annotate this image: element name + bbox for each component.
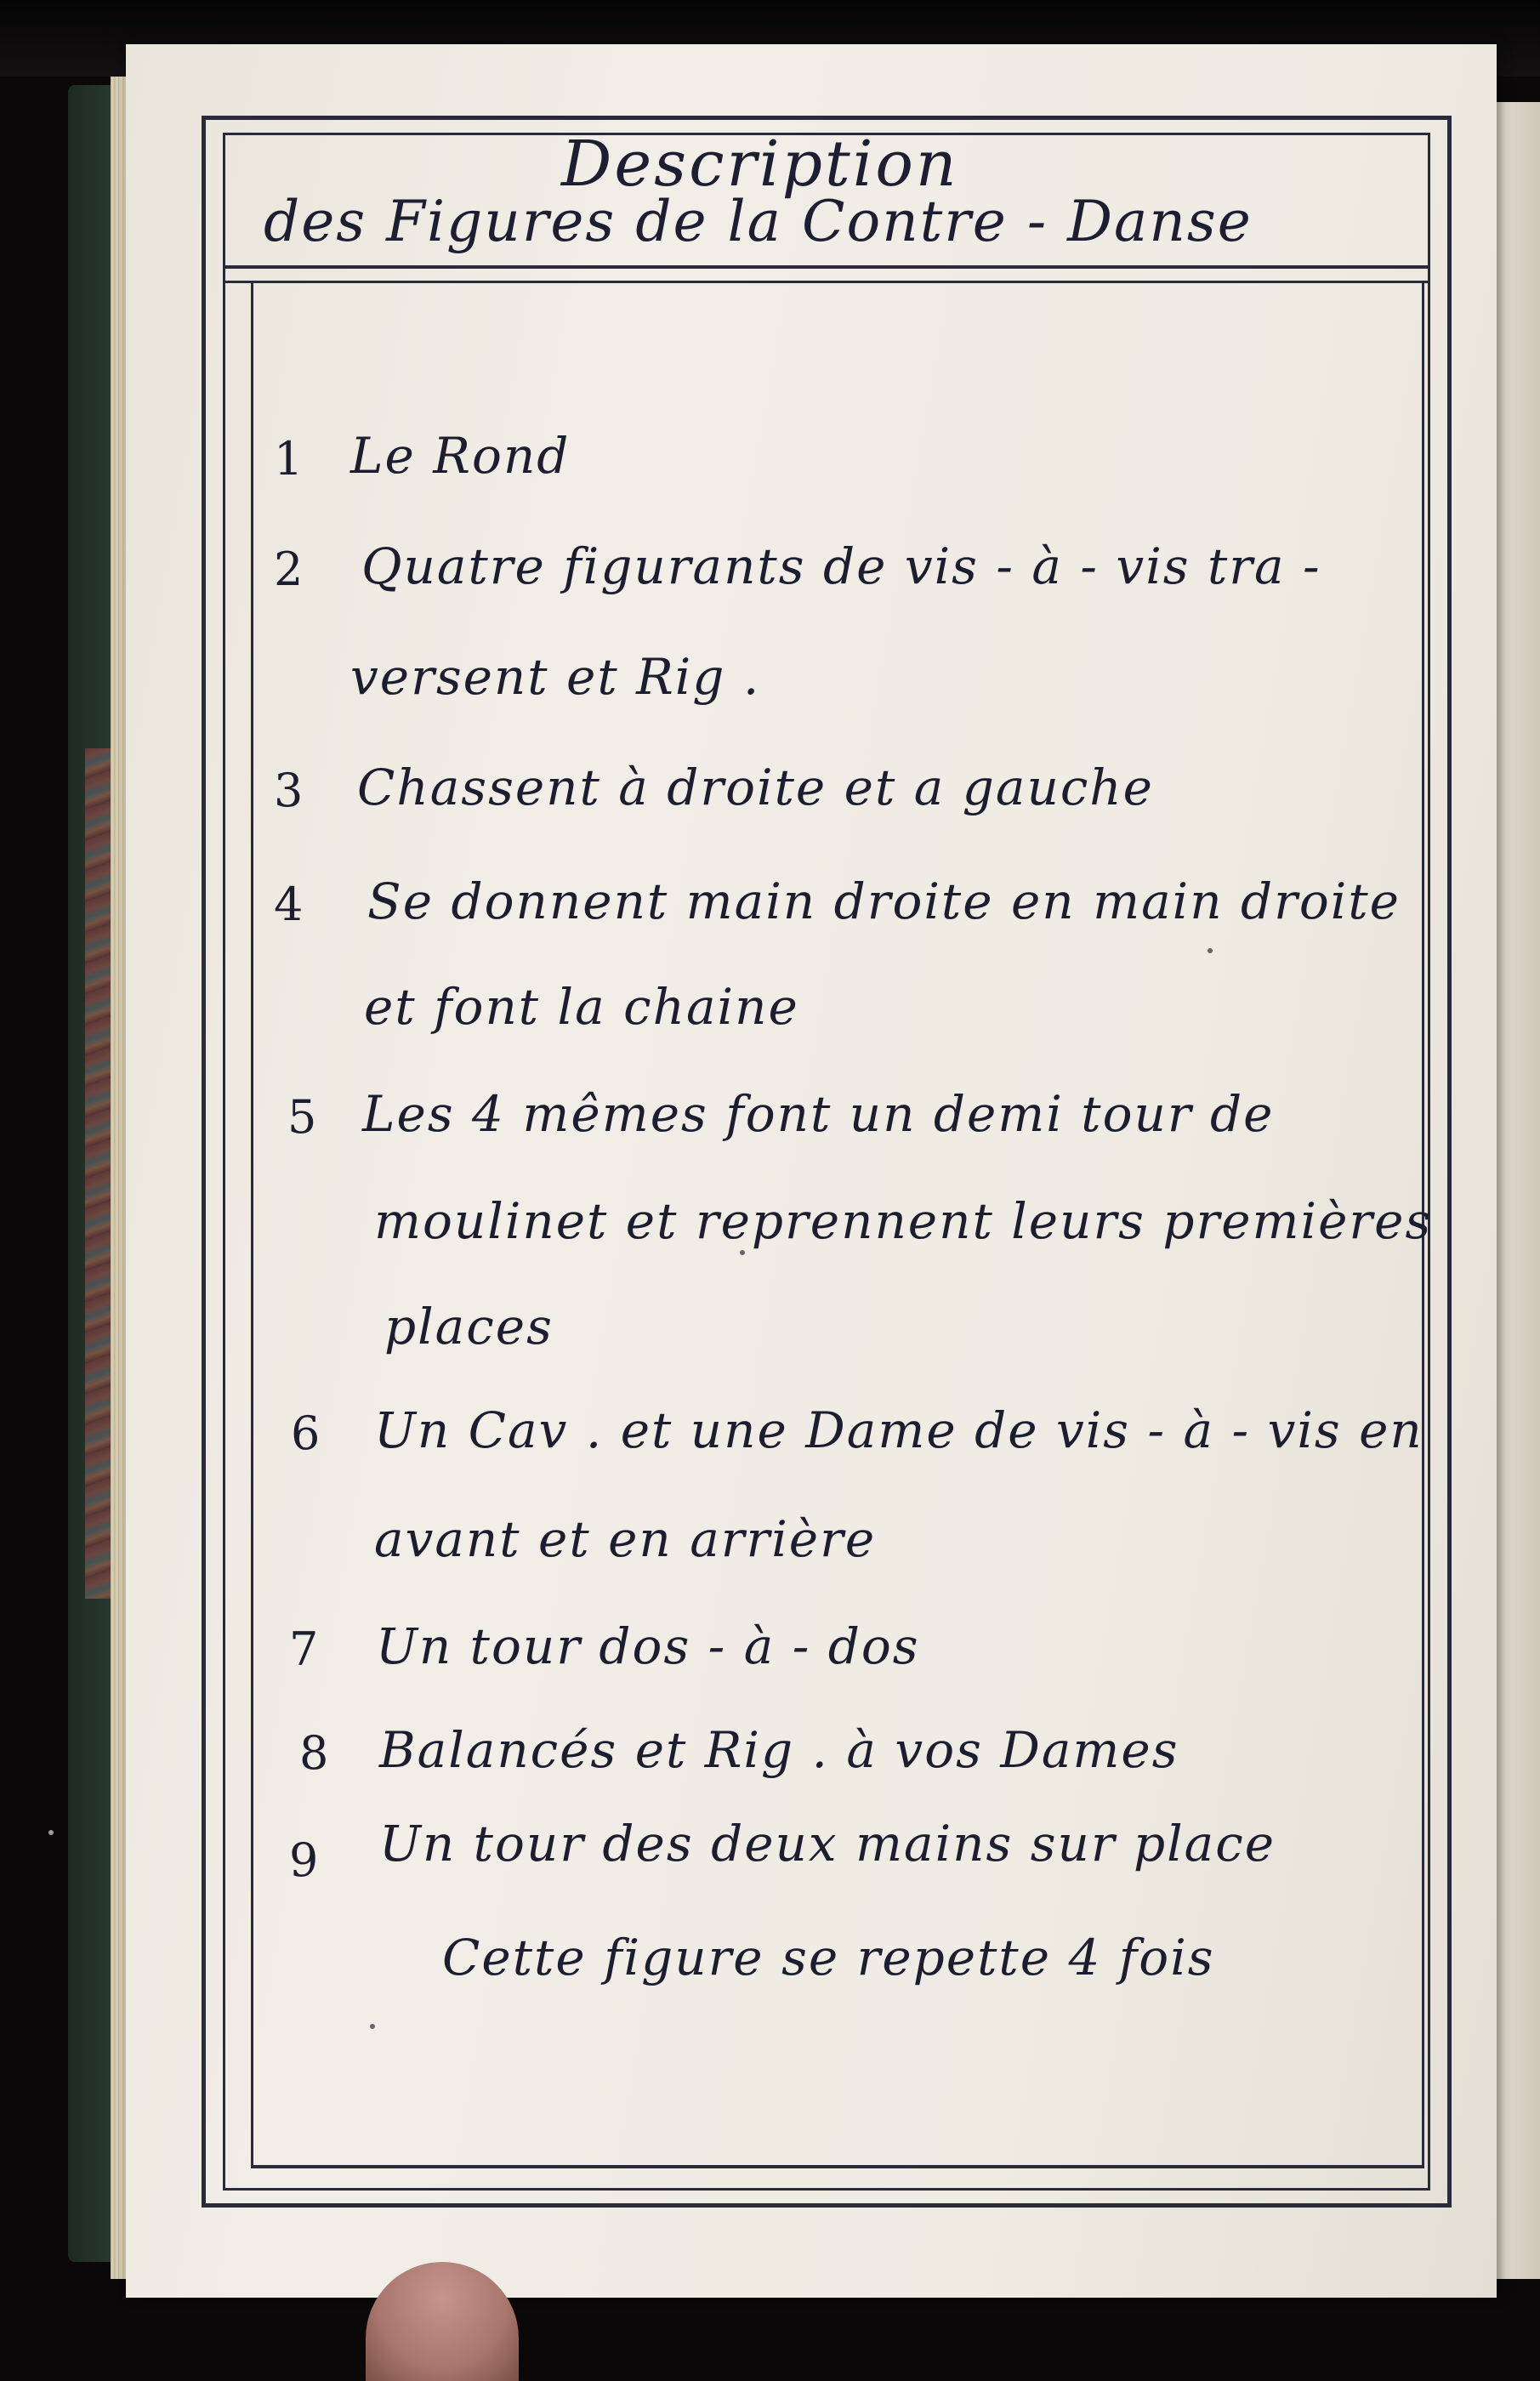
item-number: 5 xyxy=(287,1090,317,1144)
item-text: avant et en arrière xyxy=(374,1510,877,1568)
item-number: 8 xyxy=(299,1726,329,1780)
item-text: Se donnent main droite en main droite xyxy=(367,872,1401,930)
ink-speck xyxy=(370,2024,375,2029)
item-text: places xyxy=(384,1298,554,1355)
item-text: versent et Rig . xyxy=(350,648,761,706)
item-number: 6 xyxy=(291,1406,321,1460)
item-number: 3 xyxy=(274,764,304,817)
item-text: Le Rond xyxy=(350,427,571,485)
item-text: Balancés et Rig . à vos Dames xyxy=(379,1721,1179,1779)
item-text: Un Cav . et une Dame de vis - à - vis en xyxy=(374,1401,1424,1459)
item-text: Chassent à droite et a gauche xyxy=(357,759,1154,816)
item-text: moulinet et reprennent leurs premières xyxy=(374,1192,1433,1250)
item-text: Un tour dos - à - dos xyxy=(376,1617,920,1675)
closing-note: Cette figure se repette 4 fois xyxy=(442,1929,1215,1986)
page-subtitle: des Figures de la Contre - Danse xyxy=(264,189,1253,254)
ink-speck xyxy=(740,1250,745,1255)
item-text: Un tour des deux mains sur place xyxy=(379,1815,1276,1872)
item-number: 4 xyxy=(274,878,304,931)
item-text: et font la chaine xyxy=(364,978,799,1036)
item-number: 2 xyxy=(274,543,304,596)
item-text: Les 4 mêmes font un demi tour de xyxy=(362,1085,1275,1143)
item-number: 9 xyxy=(289,1833,319,1887)
item-number: 7 xyxy=(289,1622,319,1676)
item-text: Quatre figurants de vis - à - vis tra - xyxy=(361,537,1321,595)
dust-speck xyxy=(48,1830,54,1835)
page-title: Description xyxy=(561,128,959,201)
item-number: 1 xyxy=(274,432,304,486)
ink-speck xyxy=(1208,948,1213,953)
